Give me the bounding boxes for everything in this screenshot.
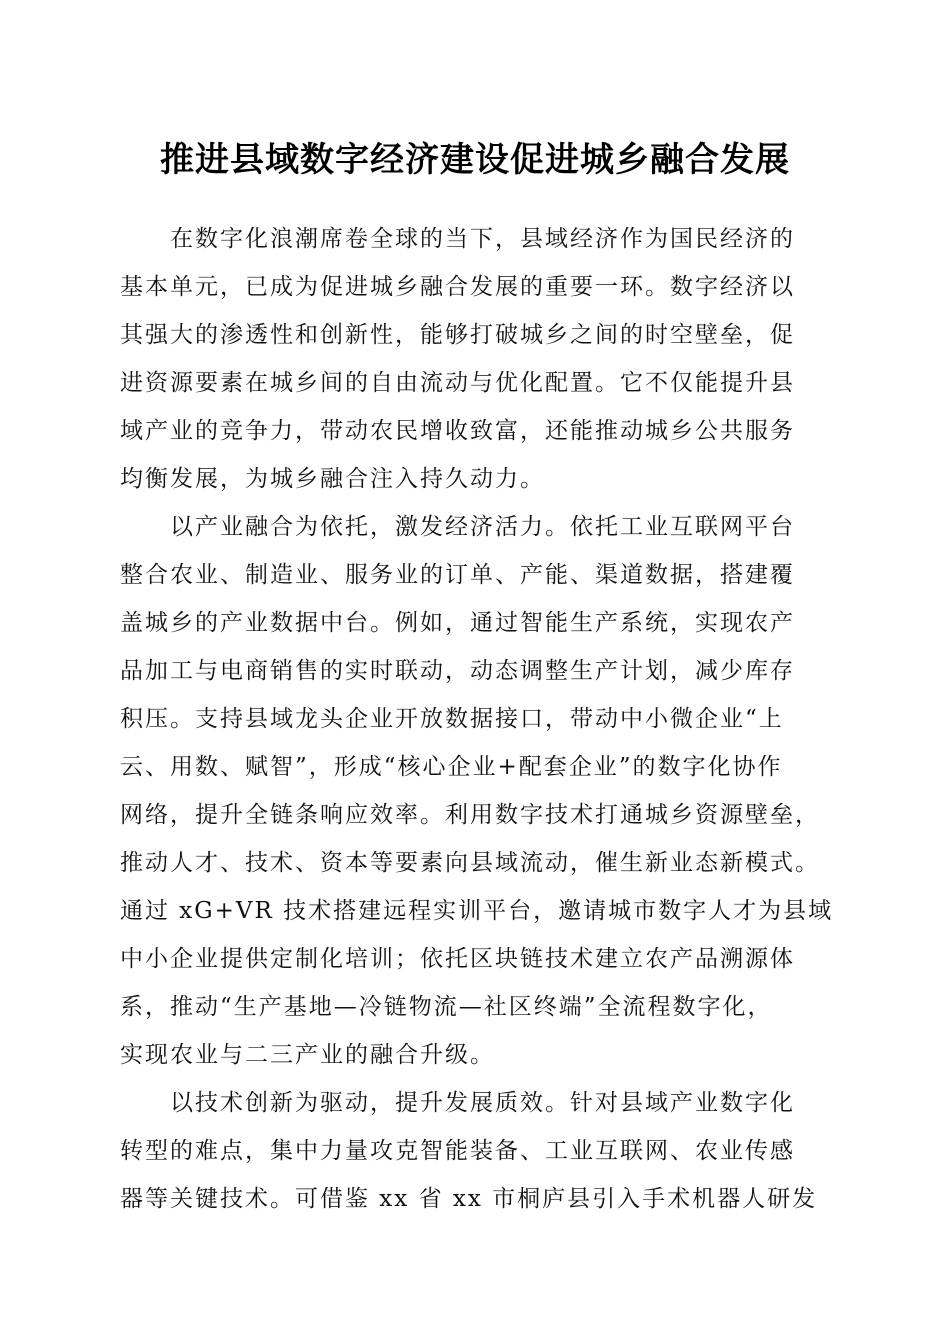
paragraph-2-line-6: 云、用数、赋智”，形成“核心企业+配套企业”的数字化协作 [120, 754, 783, 780]
paragraph-1-line-3: 其强大的渗透性和创新性，能够打破城乡之间的时空壁垒，促 [120, 322, 795, 348]
paragraph-2-line-2: 整合农业、制造业、服务业的订单、产能、渠道数据，搭建覆 [120, 562, 795, 588]
paragraph-3-line-2: 转型的难点，集中力量攻克智能装备、工业互联网、农业传感 [120, 1138, 795, 1164]
paragraph-3-line-3: 器等关键技术。可借鉴 xx 省 xx 市桐庐县引入手术机器人研发 [120, 1186, 818, 1212]
page-title: 推进县域数字经济建设促进城乡融合发展 [160, 140, 790, 180]
paragraph-3-line-1: 以技术创新为驱动，提升发展质效。针对县域产业数字化 [170, 1090, 795, 1116]
paragraph-2-line-7: 网络，提升全链条响应效率。利用数字技术打通城乡资源壁垒， [120, 802, 820, 828]
paragraph-1-line-4: 进资源要素在城乡间的自由流动与优化配置。它不仅能提升县 [120, 370, 795, 396]
paragraph-2-line-1: 以产业融合为依托，激发经济活力。依托工业互联网平台 [170, 514, 795, 540]
paragraph-2-line-3: 盖城乡的产业数据中台。例如，通过智能生产系统，实现农产 [120, 610, 795, 636]
paragraph-1-line-2: 基本单元，已成为促进城乡融合发展的重要一环。数字经济以 [120, 274, 795, 300]
paragraph-2-line-11: 系，推动“生产基地—冷链物流—社区终端”全流程数字化， [120, 994, 773, 1020]
paragraph-2-line-12: 实现农业与二三产业的融合升级。 [120, 1042, 495, 1068]
paragraph-2-line-4: 品加工与电商销售的实时联动，动态调整生产计划，减少库存 [120, 658, 795, 684]
paragraph-1-line-5: 域产业的竞争力，带动农民增收致富，还能推动城乡公共服务 [120, 418, 795, 444]
paragraph-2-line-9: 通过 xG+VR 技术搭建远程实训平台，邀请城市数字人才为县域 [120, 898, 834, 924]
paragraph-1-line-6: 均衡发展，为城乡融合注入持久动力。 [120, 466, 545, 492]
paragraph-2-line-10: 中小企业提供定制化培训；依托区块链技术建立农产品溯源体 [120, 946, 795, 972]
paragraph-2-line-5: 积压。支持县域龙头企业开放数据接口，带动中小微企业“上 [120, 706, 784, 732]
paragraph-2-line-8: 推动人才、技术、资本等要素向县域流动，催生新业态新模式。 [120, 850, 820, 876]
paragraph-1-line-1: 在数字化浪潮席卷全球的当下，县域经济作为国民经济的 [170, 226, 795, 252]
